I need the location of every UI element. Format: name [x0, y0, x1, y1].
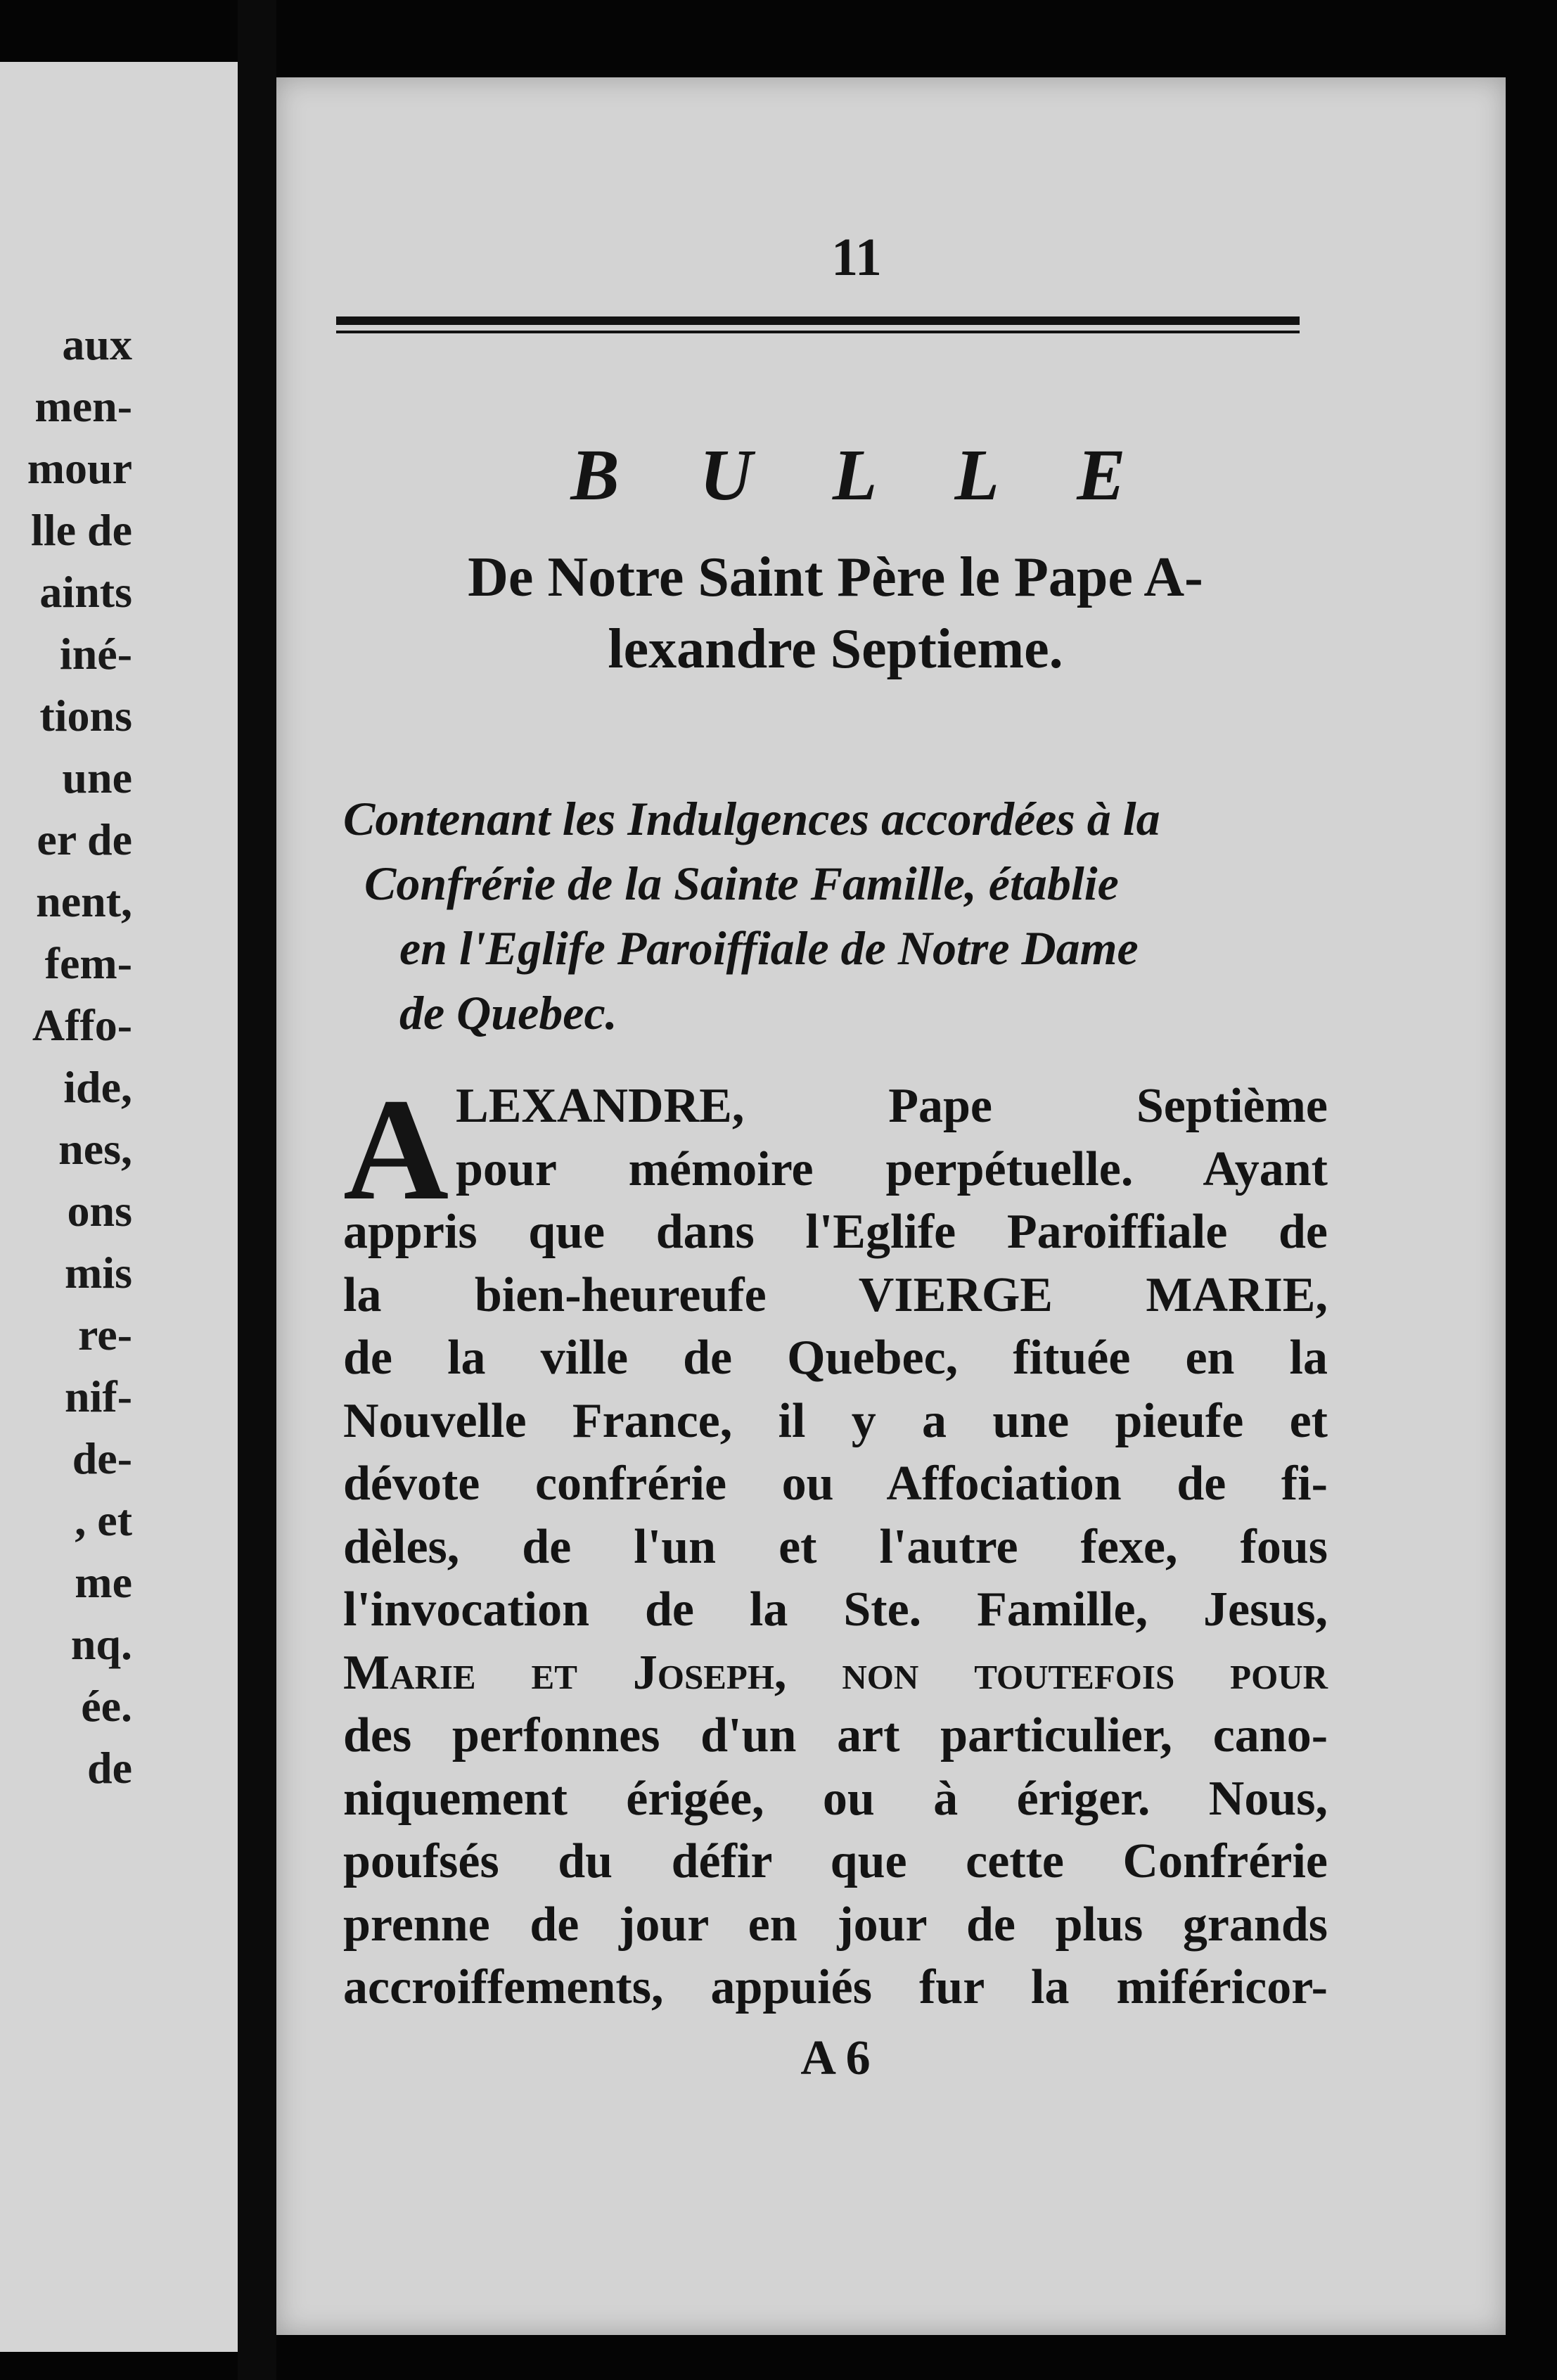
book-gutter	[238, 0, 276, 2380]
left-page-line: de-	[72, 1433, 132, 1483]
body-line: dévote confrérie ou Affociation de fi-	[343, 1457, 1328, 1511]
left-page-line: mour	[27, 443, 132, 493]
body-line: l'invocation de la Ste. Famille, Jesus,	[343, 1582, 1328, 1637]
left-page-line: nif-	[65, 1371, 132, 1421]
left-page-line: re-	[78, 1310, 132, 1359]
left-page-line: fem-	[44, 938, 132, 988]
body-line: pour mémoire perpétuelle. Ayant	[456, 1141, 1328, 1196]
intro-paragraph	[343, 786, 1328, 1045]
left-page-line: iné-	[59, 629, 132, 679]
left-page-line: nq.	[70, 1619, 132, 1669]
body-line: accroiffements, appuiés fur la miféricor-	[343, 1960, 1328, 2014]
intro-line: en l'Eglife Paroiffiale de Notre Dame	[399, 921, 1139, 975]
left-page-line: Affo-	[32, 1000, 132, 1050]
left-page-line: aints	[39, 567, 132, 617]
intro-line: de Quebec.	[399, 986, 617, 1039]
body-paragraph	[343, 1068, 1328, 2019]
header-rule	[336, 316, 1300, 325]
body-line: LEXANDRE, Pape Septième	[456, 1079, 1328, 1133]
left-page-line: er de	[37, 814, 132, 864]
header-rule-thin	[336, 331, 1300, 333]
left-page-line: nes,	[58, 1124, 132, 1174]
scan-border	[1506, 0, 1557, 2380]
document-title: B U L L E	[570, 435, 1157, 516]
subtitle-line: lexandre Septieme.	[608, 618, 1063, 680]
body-line: des perfonnes d'un art particulier, cano-	[343, 1708, 1328, 1762]
subtitle-line: De Notre Saint Père le Pape A-	[468, 546, 1203, 608]
left-page-line: aux	[62, 319, 132, 369]
left-page-line: ons	[67, 1186, 132, 1236]
left-page-line: de	[87, 1743, 132, 1793]
left-page-line: nent,	[36, 876, 132, 926]
intro-line: Contenant les Indulgences accordées à la	[343, 792, 1160, 845]
left-page-line: tions	[39, 691, 132, 741]
body-line: la bien-heureufe VIERGE MARIE,	[343, 1267, 1328, 1322]
left-page-line: men-	[34, 381, 132, 431]
intro-line: Confrérie de la Sainte Famille, établie	[364, 857, 1119, 910]
body-line: poufsés du défir que cette Confrérie	[343, 1834, 1328, 1888]
left-page-line: ide,	[63, 1062, 132, 1112]
body-line: de la ville de Quebec, fituée en la	[343, 1331, 1328, 1385]
left-page-line: mis	[65, 1248, 132, 1298]
body-line: Nouvelle France, il y a une pieufe et	[343, 1393, 1328, 1448]
left-page-line: , et	[75, 1495, 132, 1545]
left-page-fragment	[0, 62, 238, 2352]
page-number: 11	[831, 228, 882, 287]
body-line: Marie et Joseph, non toutefois pour	[343, 1645, 1328, 1700]
body-line: dèles, de l'un et l'autre fexe, fous	[343, 1519, 1328, 1574]
body-line: appris que dans l'Eglife Paroiffiale de	[343, 1205, 1328, 1259]
left-page-line: ée.	[81, 1681, 132, 1731]
left-page-line: une	[62, 753, 132, 802]
signature-mark: A 6	[800, 2031, 871, 2085]
document-subtitle	[343, 542, 1328, 685]
drop-cap: A	[343, 1068, 449, 1230]
left-page-line: me	[75, 1557, 132, 1607]
body-line: niquement érigée, ou à ériger. Nous,	[343, 1771, 1328, 1826]
body-line: prenne de jour en jour de plus grands	[343, 1897, 1328, 1952]
right-page	[276, 77, 1506, 2335]
left-page-line: lle de	[31, 505, 132, 555]
